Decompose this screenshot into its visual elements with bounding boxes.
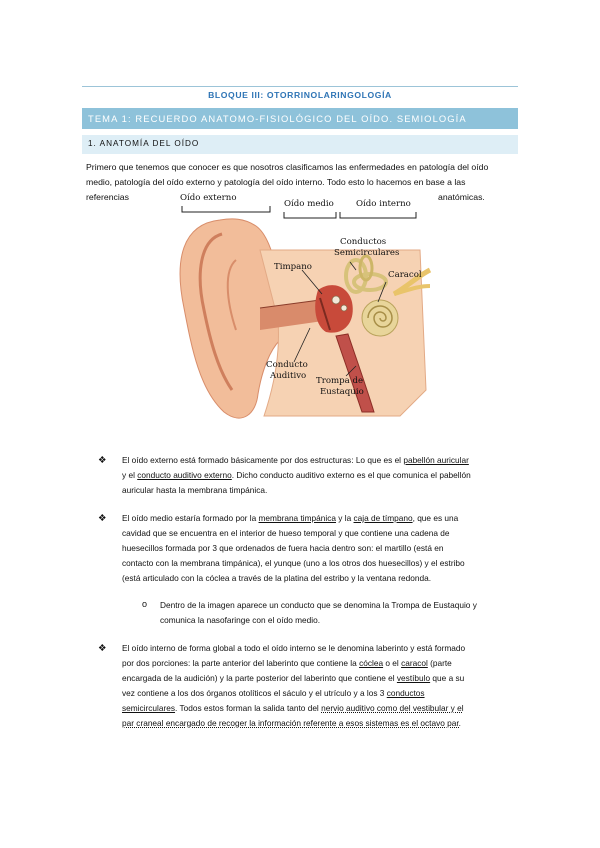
header-rule — [82, 86, 518, 87]
bullet3-line-4: vez contiene a los dos órganos otolíticos el sáculo y el utrículo y a los 3 conductos — [122, 688, 425, 698]
term-cochlea: cóclea — [359, 658, 384, 668]
label-canal-2: Auditivo — [270, 371, 307, 381]
intro-word-left: referencias — [86, 192, 129, 202]
block-title: BLOQUE III: OTORRINOLARINGOLOGÍA — [208, 90, 392, 100]
bullet-marker: ❖ — [98, 643, 107, 654]
bullet3-line-1: El oído interno de forma global a todo el oído interno se le denomina laberinto y está formado — [122, 643, 466, 653]
topic-title: TEMA 1: RECUERDO ANATOMO-FISIOLÓGICO DEL OÍDO. SEMIOLOGÍA — [88, 113, 467, 124]
subbullet-line-2: comunica la nasofaringe con el oído medio. — [160, 615, 321, 625]
subbullet-line-1: Dentro de la imagen aparece un conducto que se denomina la Trompa de Eustaquio y — [160, 600, 477, 610]
term-tympanic-membrane: membrana timpánica — [258, 513, 336, 523]
label-outer-ear: Oído externo — [180, 193, 237, 203]
topic-banner — [82, 108, 518, 129]
term-vestibule: vestíbulo — [396, 673, 431, 683]
bullet1-line-1: El oído externo está formado básicamente por dos estructuras: Lo que es el pabellón auricular — [122, 455, 469, 465]
term-semicircular: semicirculares — [122, 703, 176, 713]
bullet-marker: ❖ — [98, 455, 107, 466]
bullet3-line-2: por dos porciones: la parte anterior del laberinto que contiene la cóclea o el caracol (parte — [122, 658, 452, 668]
intro-line-2: medio, patología del oído externo y patología del oído interno. Todo esto lo hacemos en base a las — [86, 177, 466, 187]
term-caracol: caracol — [401, 658, 428, 668]
label-semicircular-2: Semicirculares — [334, 248, 400, 258]
bullet1-line-2: y el conducto auditivo externo. Dicho conducto auditivo externo es el que comunica el pabellón — [122, 470, 471, 480]
section-title: 1. ANATOMÍA DEL OÍDO — [88, 139, 200, 148]
label-eustachian-2: Eustaquio — [320, 387, 364, 397]
label-semicircular-1: Conductos — [340, 237, 387, 247]
bullet3-line-6: par craneal encargado de recoger la información referente a esos sistemas es el octavo par. — [122, 718, 461, 728]
label-middle-ear: Oído medio — [284, 199, 334, 209]
term-tympanic-cavity: caja de tímpano — [353, 513, 413, 523]
bullet3-line-3: encargada de la audición) y la parte posterior del laberinto que contiene el vestíbulo que a su — [122, 673, 465, 683]
label-eustachian-1: Trompa de — [316, 376, 364, 386]
bullet2-line-1: El oído medio estaría formado por la membrana timpánica y la caja de tímpano, que es una — [122, 513, 459, 523]
intro-word-right: anatómicas. — [438, 192, 485, 202]
label-tympanum: Timpano — [274, 262, 312, 272]
term-external-canal: conducto auditivo externo — [137, 470, 232, 480]
bullet-marker: ❖ — [98, 513, 107, 524]
bullet2-line-5: (está articulado con la cóclea a través de la platina del estribo y la ventana redonda. — [122, 573, 432, 583]
bullet2-line-4: contacto con la membrana timpánica), el yunque (uno a los otros dos huesecillos) y el estribo — [122, 558, 465, 568]
sub-bullet-marker: o — [142, 599, 148, 609]
bullet2-line-2: cavidad que se encuentra en el interior de hueso temporal y que contiene una cadena de — [122, 528, 450, 538]
bullet1-line-3: auricular hasta la membrana timpánica. — [122, 485, 268, 495]
bullet2-line-3: huesecillos formada por 3 que ordenados de fuera hacia dentro son: el martillo (está en — [122, 543, 444, 553]
ear-illustration — [160, 190, 435, 420]
term-pinna: pabellón auricular — [403, 455, 469, 465]
label-inner-ear: Oído interno — [356, 199, 411, 209]
intro-line-1: Primero que tenemos que conocer es que nosotros clasificamos las enfermedades en patología del oído — [86, 162, 489, 172]
term-nerve: nervio auditivo como del vestibular y el — [321, 703, 464, 713]
section-banner — [82, 135, 518, 154]
label-cochlea: Caracol — [388, 270, 422, 280]
term-ducts: conductos — [386, 688, 425, 698]
bullet3-line-5: semicirculares. Todos estos forman la salida tanto del nervio auditivo como del vestibular y el — [122, 703, 464, 713]
ear-anatomy-figure — [160, 190, 435, 420]
label-canal-1: Conducto — [266, 360, 308, 370]
